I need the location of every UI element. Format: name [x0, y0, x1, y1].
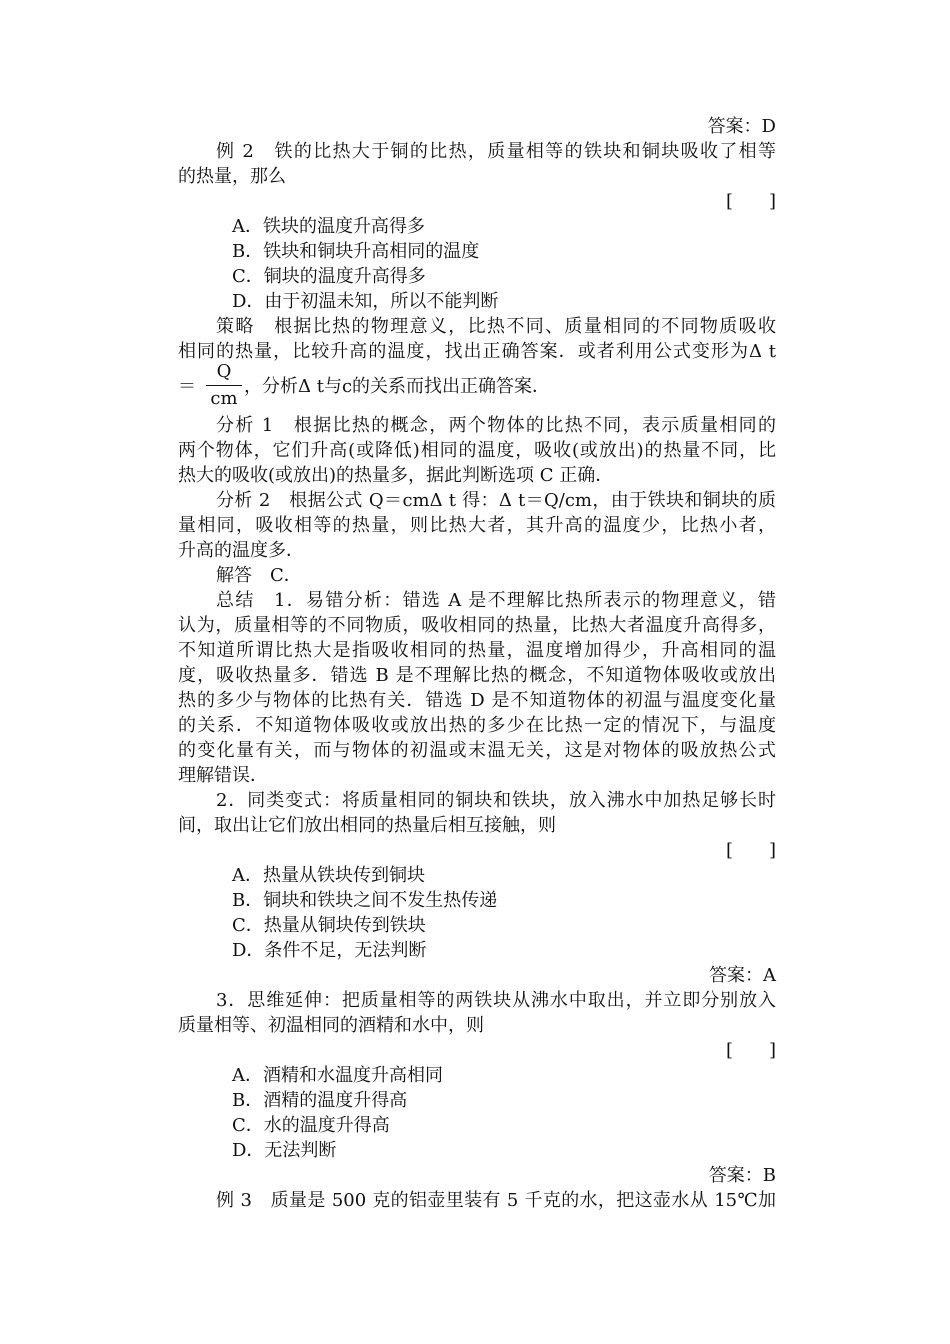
summary-line4: 度，吸收热量多．错选 B 是不理解比热的概念，不知道物体吸收或放出 [178, 665, 776, 686]
variant3-answer-bracket: [ ] [725, 1040, 776, 1061]
example2-answer-bracket: [ ] [725, 191, 776, 212]
variant2-question-line1: 2．同类变式：将质量相同的铜块和铁块，放入沸水中加热足够长时 [216, 790, 776, 811]
variant3-question-line1: 3．思维延伸：把质量相等的两铁块从沸水中取出，并立即分别放入 [216, 990, 776, 1011]
solution-line: 解答 C． [216, 565, 302, 586]
summary-line5: 热的多少与物体的比热有关．错选 D 是不知道物体的初温与温度变化量 [178, 690, 776, 711]
fraction-numerator: Q [216, 361, 232, 382]
formula-equals: ＝ [178, 376, 196, 397]
strategy-line2: 相同的热量，比较升高的温度，找出正确答案．或者利用公式变形为Δ t [178, 341, 776, 362]
strategy-line3-rest: ，分析Δ t与c的关系而找出正确答案． [244, 376, 551, 397]
variant2-question-line2: 间，取出让它们放出相同的热量后相互接触，则 [178, 815, 556, 836]
variant3-option-a: A．酒精和水温度升高相同 [232, 1065, 443, 1086]
example2-option-a: A．铁块的温度升高得多 [232, 216, 425, 237]
variant3-answer: 答案：B [708, 1165, 776, 1186]
variant3-option-d: D．无法判断 [232, 1140, 337, 1161]
example2-option-b: B．铁块和铜块升高相同的温度 [232, 241, 480, 262]
analysis1-line2: 两个物体，它们升高(或降低)相同的温度，吸收(或放出)的热量不同，比 [178, 440, 776, 461]
variant2-option-d: D．条件不足，无法判断 [232, 940, 427, 961]
variant3-option-c: C．水的温度升得高 [232, 1115, 390, 1136]
example2-option-d: D．由于初温未知，所以不能判断 [232, 291, 499, 312]
summary-line8: 理解错误． [178, 765, 268, 786]
variant3-option-b: B．酒精的温度升得高 [232, 1090, 408, 1111]
example2-question-line2: 的热量，那么 [178, 166, 286, 187]
fraction-denominator: cm [210, 388, 238, 409]
example2-option-c: C．铜块的温度升高得多 [232, 266, 426, 287]
analysis2-line3: 升高的温度多． [178, 540, 304, 561]
summary-line7: 的变化量有关，而与物体的初温或末温无关，这是对物体的吸放热公式 [178, 740, 776, 761]
fraction-bar [206, 385, 242, 386]
example3-question-line1: 例 3 质量是 500 克的铝壶里装有 5 千克的水，把这壶水从 15℃加 [216, 1190, 776, 1211]
example2-question-line1: 例 2 铁的比热大于铜的比热，质量相等的铁块和铜块吸收了相等 [216, 141, 776, 162]
formula-fraction [204, 360, 244, 411]
variant2-option-b: B．铜块和铁块之间不发生热传递 [232, 890, 498, 911]
summary-line2: 认为，质量相等的不同物质，吸收相同的热量，比热大者温度升高得多， [178, 615, 776, 636]
summary-line6: 的关系．不知道物体吸收或放出热的多少在比热一定的情况下，与温度 [178, 715, 776, 736]
analysis2-line1: 分析 2 根据公式 Q＝cmΔ t 得：Δ t＝Q/cm，由于铁块和铜块的质 [216, 490, 776, 511]
variant2-answer: 答案：A [709, 965, 776, 986]
variant2-option-a: A．热量从铁块传到铜块 [232, 865, 425, 886]
analysis1-line1: 分析 1 根据比热的概念，两个物体的比热不同，表示质量相同的 [216, 415, 776, 436]
analysis2-line2: 量相同，吸收相等的热量，则比热大者，其升高的温度少，比热小者， [178, 515, 776, 536]
analysis1-line3: 热大的吸收(或放出)的热量多，据此判断选项 C 正确． [178, 465, 614, 486]
strategy-line1: 策略 根据比热的物理意义，比热不同、质量相同的不同物质吸收 [216, 316, 776, 337]
strategy-formula [178, 360, 776, 412]
summary-line1: 总结 1．易错分析：错选 A 是不理解比热所表示的物理意义，错 [216, 590, 776, 611]
variant2-answer-bracket: [ ] [725, 840, 776, 861]
summary-line3: 不知道所谓比热大是指吸收相同的热量，温度增加得少，升高相同的温 [178, 640, 776, 661]
variant3-question-line2: 质量相等、初温相同的酒精和水中，则 [178, 1015, 484, 1036]
answer-prev: 答案：D [707, 116, 776, 137]
variant2-option-c: C．热量从铜块传到铁块 [232, 915, 426, 936]
